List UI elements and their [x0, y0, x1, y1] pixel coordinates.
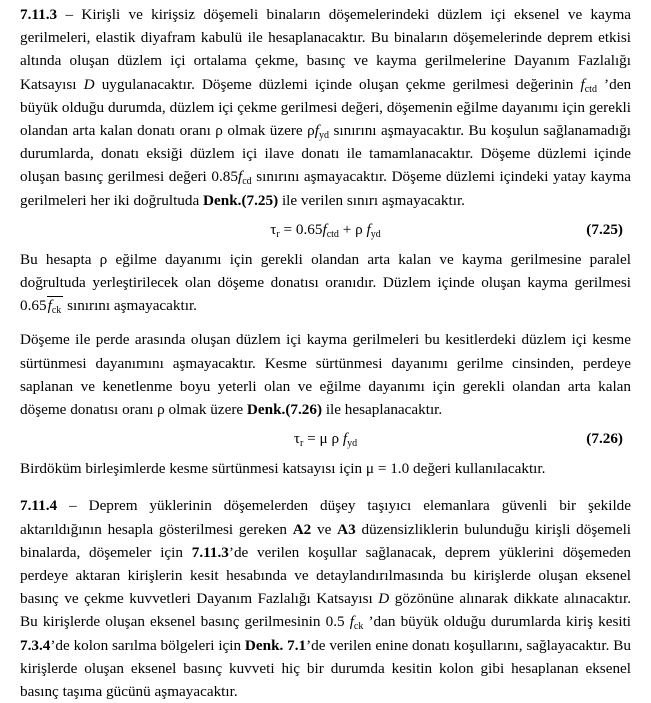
equation-body: $\tau_r = \mu$ ρ $f_{yd}$ [293, 430, 358, 450]
equation-body: $\tau_r = 0.65f_{ctd} + \rho$ $f_{yd}$ [270, 220, 381, 240]
paragraph-shear-friction: Döşeme ile perde arasında oluşan düzlem içi kayma gerilmeleri bu kesitlerdeki düzlem içi kesme sürtünmesi dayanımını aşmayacaktır. Kesme sürtünmesi dayanımı gerilme cinsinden, perdeye saplanan ve kenetlenme boyu yeterli olan ve eğilme dayanımı için gerekli olandan arta kalan döşeme donatısı oranı ρ olmak üzere Denk.(7.26) ile hesaplanacaktır. [20, 331, 631, 419]
section-number: 7.11.3 [20, 6, 58, 23]
equation-7-26 [20, 427, 631, 451]
equation-number: (7.25) [586, 220, 623, 238]
equation-reference: Denk.(7.25) [203, 191, 279, 209]
equation-7-25 [20, 218, 631, 242]
section-7-11-4: 7.11.4 – Deprem yüklerinin döşemelerden düşey taşıyıcı elemanlara güvenli bir şekilde aktarıldığının hesapla gösterilmesi gereken A2 ve A3 düzensizliklerin bulunduğu kirişli döşemeli binalarda, döşemeler için 7.11.3’de verilen koşullar sağlanacak, deprem yüklerini döşemeden perdeye aktaran kirişlerin kesit hesabında ve detaylandırılmasında bu kirişlerde oluşan eksenel basınç ve çekme kuvvetleri Dayanım Fazlalığı Katsayısı D gözönüne alınarak dikkate alınacaktır. Bu kirişlerde oluşan eksenel basınç gerilmesinin 0.5 $f_{ck}$ ’dan büyük olduğu durumlarda kiriş kesiti 7.3.4’de kolon sarılma bölgeleri için Denk. 7.1’de verilen enine donatı koşullarını, sağlayacaktır. Bu kirişlerde oluşan eksenel basınç kuvveti hiç bir durumda kesitin kolon gibi hesaplanan eksenel basınç taşıma gücünü aşmayacaktır. [20, 497, 632, 701]
sqrt-symbol: $f_{ck}$ [47, 297, 62, 317]
section-reference: 7.11.3 [191, 543, 229, 561]
equation-reference: Denk. 7.1 [244, 636, 307, 654]
section-reference: 7.3.4 [20, 636, 51, 654]
equation-number: (7.26) [586, 430, 623, 448]
section-7-11-3: 7.11.3 – Kirişli ve kirişsiz döşemeli binaların döşemelerindeki düzlem içi eksenel ve kayma gerilmeleri, elastik diyafram kabulü ile hesaplanacaktır. Bu binaların döşemelerinde deprem etkisi altında oluşan düzlem içi ortalama çekme, basınç ve kayma gerilmelerine Dayanım Fazlalığı Katsayısı D uygulanacaktır. Döşeme düzlemi içinde oluşan çekme gerilmesi değerinin $f_{ctd}$ ’den büyük olduğu durumda, düzlem içi çekme gerilmesi değeri, döşemenin eğilme dayanımı için gerekli olandan arta kalan donatı oranı ρ olmak üzere $\rho f_{yd}$ sınırını aşmayacaktır. Bu koşulun sağlanamadığı durumlarda, donatı eksiği düzlem içi ilave donatı ile tamamlanacaktır. Döşeme düzlemi içinde oluşan basınç gerilmesi değeri $0.85f_{cd}$ sınırını aşmayacaktır. Döşeme düzlemi içindeki yatay kayma gerilmeleri her iki doğrultuda Denk.(7.25) ile verilen sınırı aşmayacaktır. [20, 6, 632, 209]
paragraph-rho-definition: Bu hesapta ρ eğilme dayanımı için gerekli olandan arta kalan ve kayma gerilmesine paralel doğrultuda yerleştirilecek olan döşeme donatısı oranıdır. Düzlem içinde oluşan kayma gerilmesi $0.65f_{ck}$ sınırını aşmayacaktır. [20, 250, 631, 317]
paragraph-friction-coefficient: Birdöküm birleşimlerde kesme sürtünmesi katsayısı için μ = 1.0 değeri kullanılacaktır. [20, 460, 546, 478]
equation-reference: Denk.(7.26) [246, 401, 323, 419]
section-number: 7.11.4 [20, 497, 58, 515]
